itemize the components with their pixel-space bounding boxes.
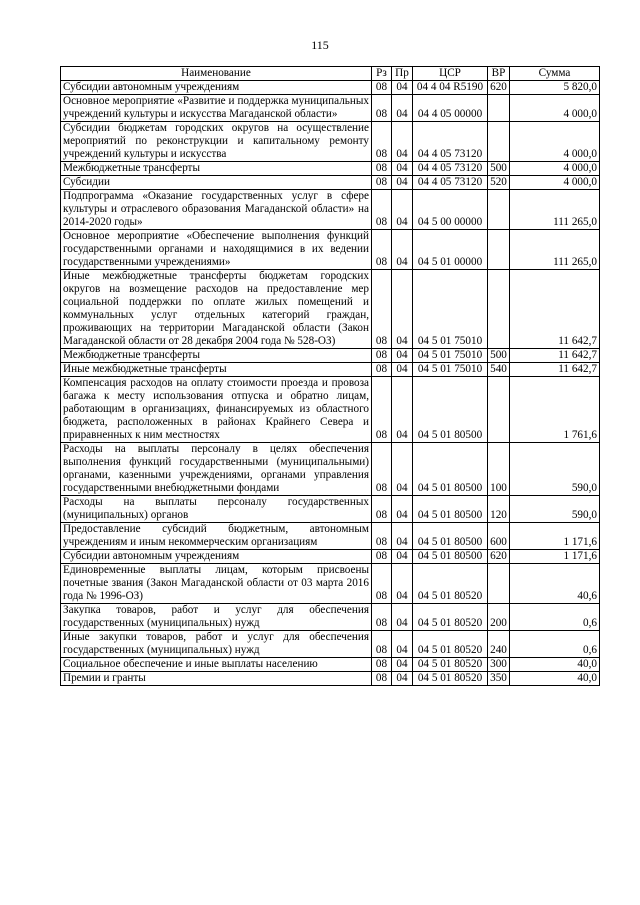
cell-vr: 500	[488, 162, 510, 176]
cell-pr: 04	[392, 443, 413, 496]
cell-rz: 08	[372, 604, 392, 631]
cell-csr: 04 5 01 75010	[413, 349, 488, 363]
cell-name: Закупка товаров, работ и услуг для обеспечения государственных (муниципальных) нужд	[61, 604, 372, 631]
cell-pr: 04	[392, 230, 413, 270]
cell-pr: 04	[392, 631, 413, 658]
table-row	[61, 658, 600, 672]
cell-csr: 04 5 01 80500	[413, 496, 488, 523]
cell-name: Субсидии	[61, 176, 372, 190]
cell-vr: 100	[488, 443, 510, 496]
cell-name: Расходы на выплаты персоналу государственных (муниципальных) органов	[61, 496, 372, 523]
cell-csr: 04 5 01 80500	[413, 443, 488, 496]
cell-name: Субсидии автономным учреждениям	[61, 550, 372, 564]
cell-name: Субсидии бюджетам городских округов на осуществление мероприятий по реконструкции и капитальному ремонту учреждений культуры и искусства	[61, 122, 372, 162]
cell-rz: 08	[372, 81, 392, 95]
cell-rz: 08	[372, 672, 392, 686]
cell-csr: 04 4 05 73120	[413, 122, 488, 162]
page-number: 115	[311, 38, 329, 52]
table-row	[61, 230, 600, 270]
table-row	[61, 604, 600, 631]
header-csr: ЦСР	[413, 67, 488, 81]
table-row	[61, 631, 600, 658]
table-row	[61, 672, 600, 686]
cell-vr: 350	[488, 672, 510, 686]
cell-sum: 40,6	[510, 564, 600, 604]
cell-rz: 08	[372, 496, 392, 523]
cell-vr: 620	[488, 550, 510, 564]
cell-name: Межбюджетные трансферты	[61, 349, 372, 363]
cell-vr: 500	[488, 349, 510, 363]
cell-rz: 08	[372, 176, 392, 190]
cell-sum: 0,6	[510, 631, 600, 658]
cell-name: Расходы на выплаты персоналу в целях обеспечения выполнения функций государственными (муниципальными) органами, казенными учреждениями, органами управления государственными внебюджетными фондами	[61, 443, 372, 496]
cell-csr: 04 5 01 80500	[413, 523, 488, 550]
cell-rz: 08	[372, 550, 392, 564]
table-row	[61, 122, 600, 162]
cell-csr: 04 4 05 00000	[413, 95, 488, 122]
cell-name: Межбюджетные трансферты	[61, 162, 372, 176]
cell-rz: 08	[372, 377, 392, 443]
header-pr: Пр	[392, 67, 413, 81]
cell-sum: 4 000,0	[510, 95, 600, 122]
cell-csr: 04 4 04 R5190	[413, 81, 488, 95]
cell-vr	[488, 190, 510, 230]
cell-rz: 08	[372, 95, 392, 122]
cell-sum: 1 761,6	[510, 377, 600, 443]
cell-csr: 04 5 01 80500	[413, 377, 488, 443]
cell-name: Основное мероприятие «Обеспечение выполнения функций государственными органами и находящимися в их ведении государственными учреждениями»	[61, 230, 372, 270]
cell-vr	[488, 377, 510, 443]
cell-pr: 04	[392, 176, 413, 190]
table-row	[61, 162, 600, 176]
cell-name: Субсидии автономным учреждениям	[61, 81, 372, 95]
cell-sum: 40,0	[510, 672, 600, 686]
table-row	[61, 550, 600, 564]
cell-csr: 04 5 01 80520	[413, 631, 488, 658]
cell-sum: 11 642,7	[510, 270, 600, 349]
cell-vr: 120	[488, 496, 510, 523]
cell-vr: 520	[488, 176, 510, 190]
cell-sum: 0,6	[510, 604, 600, 631]
cell-pr: 04	[392, 672, 413, 686]
cell-rz: 08	[372, 443, 392, 496]
cell-csr: 04 5 01 00000	[413, 230, 488, 270]
cell-name: Премии и гранты	[61, 672, 372, 686]
cell-pr: 04	[392, 377, 413, 443]
table-row	[61, 95, 600, 122]
cell-sum: 111 265,0	[510, 190, 600, 230]
cell-csr: 04 4 05 73120	[413, 176, 488, 190]
cell-sum: 40,0	[510, 658, 600, 672]
cell-rz: 08	[372, 349, 392, 363]
cell-vr: 600	[488, 523, 510, 550]
cell-vr: 300	[488, 658, 510, 672]
cell-sum: 11 642,7	[510, 363, 600, 377]
cell-pr: 04	[392, 162, 413, 176]
cell-rz: 08	[372, 270, 392, 349]
table-row	[61, 349, 600, 363]
table-row	[61, 190, 600, 230]
cell-rz: 08	[372, 658, 392, 672]
cell-sum: 4 000,0	[510, 122, 600, 162]
cell-sum: 111 265,0	[510, 230, 600, 270]
cell-sum: 11 642,7	[510, 349, 600, 363]
cell-pr: 04	[392, 604, 413, 631]
cell-name: Социальное обеспечение и иные выплаты населению	[61, 658, 372, 672]
header-rz: Рз	[372, 67, 392, 81]
cell-pr: 04	[392, 81, 413, 95]
cell-csr: 04 5 01 80500	[413, 550, 488, 564]
cell-rz: 08	[372, 230, 392, 270]
cell-vr: 540	[488, 363, 510, 377]
header-vr: ВР	[488, 67, 510, 81]
header-name: Наименование	[61, 67, 372, 81]
cell-rz: 08	[372, 122, 392, 162]
cell-name: Иные закупки товаров, работ и услуг для обеспечения государственных (муниципальных) нужд	[61, 631, 372, 658]
table-row	[61, 443, 600, 496]
cell-vr	[488, 270, 510, 349]
table-row	[61, 363, 600, 377]
cell-name: Предоставление субсидий бюджетным, автономным учреждениям и иным некоммерческим организациям	[61, 523, 372, 550]
budget-table	[60, 66, 600, 686]
cell-sum: 1 171,6	[510, 550, 600, 564]
cell-csr: 04 5 01 75010	[413, 363, 488, 377]
cell-pr: 04	[392, 658, 413, 672]
table-row	[61, 377, 600, 443]
cell-sum: 1 171,6	[510, 523, 600, 550]
cell-rz: 08	[372, 363, 392, 377]
cell-csr: 04 4 05 73120	[413, 162, 488, 176]
cell-rz: 08	[372, 190, 392, 230]
cell-vr	[488, 95, 510, 122]
cell-rz: 08	[372, 631, 392, 658]
cell-sum: 4 000,0	[510, 162, 600, 176]
cell-pr: 04	[392, 363, 413, 377]
cell-vr	[488, 564, 510, 604]
cell-sum: 590,0	[510, 496, 600, 523]
header-sum: Сумма	[510, 67, 600, 81]
table-row	[61, 81, 600, 95]
cell-pr: 04	[392, 95, 413, 122]
cell-csr: 04 5 01 75010	[413, 270, 488, 349]
cell-csr: 04 5 01 80520	[413, 604, 488, 631]
table-row	[61, 176, 600, 190]
cell-name: Подпрограмма «Оказание государственных услуг в сфере культуры и отраслевого образования Магаданской области» на 2014-2020 годы»	[61, 190, 372, 230]
table-row	[61, 496, 600, 523]
table-header-row	[61, 67, 600, 81]
cell-pr: 04	[392, 122, 413, 162]
cell-vr	[488, 122, 510, 162]
cell-name: Единовременные выплаты лицам, которым присвоены почетные звания (Закон Магаданской области от 03 марта 2016 года № 1996-ОЗ)	[61, 564, 372, 604]
cell-name: Основное мероприятие «Развитие и поддержка муниципальных учреждений культуры и искусства Магаданской области»	[61, 95, 372, 122]
cell-pr: 04	[392, 190, 413, 230]
cell-csr: 04 5 00 00000	[413, 190, 488, 230]
cell-rz: 08	[372, 564, 392, 604]
cell-rz: 08	[372, 523, 392, 550]
cell-csr: 04 5 01 80520	[413, 564, 488, 604]
cell-sum: 590,0	[510, 443, 600, 496]
cell-vr: 240	[488, 631, 510, 658]
cell-pr: 04	[392, 523, 413, 550]
cell-name: Иные межбюджетные трансферты бюджетам городских округов на возмещение расходов на предоставление мер социальной поддержки по оплате жилых помещений и коммунальных услуг отдельных категорий граждан, проживающих на территории Магаданской области (Закон Магаданской области от 28 декабря 2004 года № 528-ОЗ)	[61, 270, 372, 349]
cell-csr: 04 5 01 80520	[413, 672, 488, 686]
cell-name: Иные межбюджетные трансферты	[61, 363, 372, 377]
cell-pr: 04	[392, 550, 413, 564]
cell-rz: 08	[372, 162, 392, 176]
table-row	[61, 270, 600, 349]
table-row	[61, 523, 600, 550]
cell-name: Компенсация расходов на оплату стоимости проезда и провоза багажа к месту использования отпуска и обратно лицам, работающим в организациях, финансируемых из областного бюджета, расположенных в районах Крайнего Севера и приравненных к ним местностях	[61, 377, 372, 443]
cell-vr	[488, 230, 510, 270]
cell-pr: 04	[392, 496, 413, 523]
cell-csr: 04 5 01 80520	[413, 658, 488, 672]
cell-sum: 5 820,0	[510, 81, 600, 95]
cell-pr: 04	[392, 564, 413, 604]
cell-vr: 620	[488, 81, 510, 95]
cell-pr: 04	[392, 349, 413, 363]
cell-sum: 4 000,0	[510, 176, 600, 190]
table-row	[61, 564, 600, 604]
cell-pr: 04	[392, 270, 413, 349]
cell-vr: 200	[488, 604, 510, 631]
